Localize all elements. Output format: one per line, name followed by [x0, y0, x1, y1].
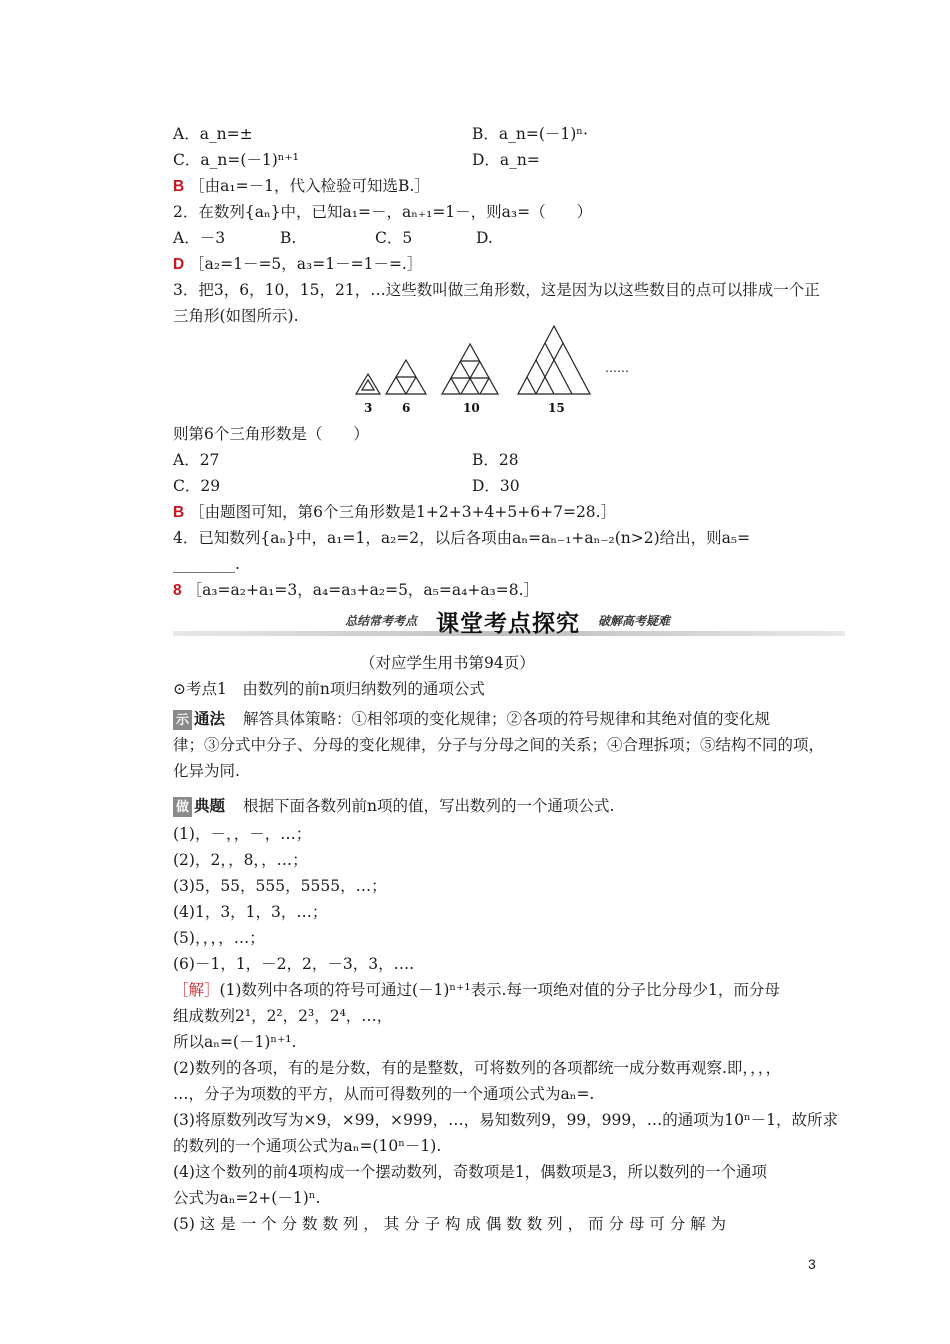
solution-p1-line1	[173, 980, 780, 1000]
example-item-5: (5)，，，，…；	[173, 929, 265, 947]
solution-p4-line2: 公式为aₙ=2+(－1)ⁿ.	[173, 1189, 321, 1207]
triangle-3-icon	[356, 374, 380, 394]
method-tag-label: 通法	[194, 711, 226, 728]
q3-option-c: C．29	[173, 477, 221, 495]
q4-answer	[173, 580, 539, 601]
example-item-2: (2)，2，，8，，…；	[173, 851, 308, 869]
q1-option-b: B．a_n=(－1)ⁿ·	[472, 125, 588, 143]
answer-explanation: ［a₃=a₂+a₁=3，a₄=a₃+a₂=5，a₅=a₄+a₃=8.］	[186, 581, 540, 599]
solution-p1-line3: 所以aₙ=(－1)ⁿ⁺¹.	[173, 1033, 297, 1051]
example-text: 根据下面各数列前n项的值，写出数列的一个通项公式.	[243, 797, 615, 815]
example-tag-label: 典题	[194, 798, 226, 815]
q1-answer	[173, 176, 430, 197]
figure-label-10: 10	[463, 401, 480, 415]
point-heading: ⊙考点1 由数列的前n项归纳数列的通项公式	[173, 680, 485, 698]
method-line1	[173, 709, 770, 730]
example-stem	[173, 796, 614, 817]
banner-title: 课堂考点探究	[436, 611, 580, 637]
answer-letter: B	[173, 178, 185, 195]
q1-option-c: C．a_n=(－1)ⁿ⁺¹	[173, 151, 299, 169]
answer-letter: 8	[173, 582, 182, 599]
q3-answer	[173, 502, 616, 523]
banner-right-caption: 破解高考疑难	[598, 614, 671, 628]
method-text: 解答具体策略：①相邻项的变化规律；②各项的符号规律和其绝对值的变化规	[243, 710, 771, 728]
banner-left-caption: 总结常考考点	[345, 614, 418, 628]
solution-p3-line1: (3)将原数列改写为×9，×99，×999，…，易知数列9，99，999，…的通项为10ⁿ－1，故所求	[173, 1111, 839, 1129]
section-banner	[173, 604, 845, 640]
q3-option-a: A．27	[173, 451, 220, 469]
answer-explanation: ［a₂=1－=5，a₃=1－=1－=.］	[189, 255, 423, 273]
answer-letter: D	[173, 256, 185, 273]
solution-label: ［解］	[173, 981, 220, 999]
method-line3: 化异为同.	[173, 762, 240, 780]
q2-option-b: B.	[280, 229, 297, 247]
example-item-6: (6)－1，1，－2，2，－3，3，….	[173, 955, 415, 973]
figure-label-15: 15	[548, 401, 565, 415]
method-tag-icon: 示	[173, 710, 192, 730]
q4-stem-line2: ________.	[173, 555, 240, 573]
q1-option-a: A．a_n=±	[173, 125, 253, 143]
q3-stem-line1: 3．把3，6，10，15，21，…这些数叫做三角形数，这是因为以这些数目的点可以排成一个正	[173, 281, 820, 299]
method-line2: 律；③分式中分子、分母的变化规律，分子与分母之间的关系；④合理拆项；⑤结构不同的项，	[173, 736, 825, 754]
figure-ellipsis: ……	[605, 361, 629, 375]
solution-p2-line1: (2)数列的各项，有的是分数，有的是整数，可将数列的各项都统一成分数再观察.即，，，，	[173, 1059, 782, 1077]
figure-label-6: 6	[402, 401, 411, 415]
q3-stem-line2: 三角形(如图所示).	[173, 307, 299, 325]
answer-letter: B	[173, 504, 185, 521]
solution-p3-line2: 的数列的一个通项公式为aₙ=(10ⁿ－1).	[173, 1137, 442, 1155]
q1-option-d: D．a_n=	[472, 151, 540, 169]
page-number: 3	[808, 1256, 816, 1272]
triangle-10-icon	[442, 344, 498, 394]
solution-text: (1)数列中各项的符号可通过(－1)ⁿ⁺¹表示.每一项绝对值的分子比分母少1，而分母	[219, 981, 780, 999]
q2-stem: 2．在数列{aₙ}中，已知a₁=－，aₙ₊₁=1－，则a₃=（ ）	[173, 203, 593, 221]
q2-option-d: D.	[476, 229, 493, 247]
triangle-15-icon	[518, 326, 590, 394]
q4-stem-line1: 4．已知数列{aₙ}中，a₁=1，a₂=2，以后各项由aₙ=aₙ₋₁+aₙ₋₂(n>2)给出，则a₅=	[173, 529, 751, 547]
triangle-numbers-figure	[350, 322, 640, 418]
q3-option-d: D．30	[472, 477, 520, 495]
example-tag-icon: 做	[173, 797, 192, 817]
solution-p2-line2: …，分子为项数的平方，从而可得数列的一个通项公式为aₙ=.	[173, 1085, 595, 1103]
example-item-4: (4)1，3，1，3，…；	[173, 903, 328, 921]
q2-option-c: C．5	[375, 229, 413, 247]
solution-p5-line1: (5) 这 是 一 个 分 数 数 列 ， 其 分 子 构 成 偶 数 数 列 ， 而 分 母 可 分 解 为	[173, 1215, 727, 1233]
triangle-6-icon	[386, 360, 426, 394]
example-item-3: (3)5，55，555，5555，…；	[173, 877, 387, 895]
answer-explanation: ［由题图可知，第6个三角形数是1+2+3+4+5+6+7=28.］	[189, 503, 617, 521]
q2-answer	[173, 254, 422, 275]
figure-label-3: 3	[364, 401, 373, 415]
q2-option-a: A．－3	[173, 229, 226, 247]
book-reference: （对应学生用书第94页）	[360, 654, 535, 672]
solution-p4-line1: (4)这个数列的前4项构成一个摆动数列，奇数项是1，偶数项是3，所以数列的一个通项	[173, 1163, 768, 1181]
q3-option-b: B．28	[472, 451, 519, 469]
example-item-1: (1)，－，，－，…；	[173, 825, 312, 843]
solution-p1-line2: 组成数列2¹，2²，2³，2⁴，…，	[173, 1007, 393, 1025]
answer-explanation: ［由a₁=－1，代入检验可知选B.］	[189, 177, 430, 195]
q3-question: 则第6个三角形数是（ ）	[173, 425, 369, 443]
